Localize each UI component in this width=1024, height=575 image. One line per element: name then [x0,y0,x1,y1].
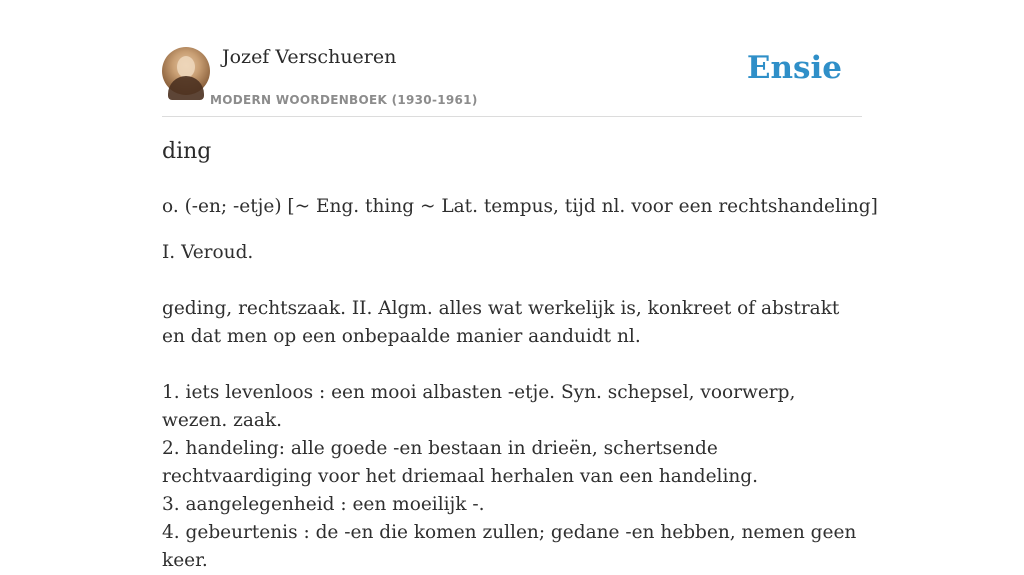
etymology-text: o. (-en; -etje) [~ Eng. thing ~ Lat. tempus, tijd nl. voor een rechtshandeling] [162,196,878,217]
avatar-head-shape [177,56,195,78]
subsense-item: 2. handeling: alle goede -en bestaan in drieën, schertsende rechtvaardiging voor het driemaal herhalen van een handeling. [162,438,758,487]
author-name[interactable]: Jozef Verschueren [222,46,397,68]
subsense-item: 4. gebeurtenis : de -en die komen zullen; gedane -en hebben, nemen geen keer. [162,522,857,571]
site-logo[interactable]: Ensie [746,50,842,86]
subsense-list [162,379,862,575]
avatar-body-shape [168,76,204,100]
author-avatar[interactable] [162,47,210,95]
headword: ding [162,139,212,164]
entry-header [162,44,862,117]
dictionary-name[interactable]: MODERN WOORDENBOEK (1930-1961) [210,93,478,107]
sense-label: I. Veroud. [162,242,254,263]
definition-text: geding, rechtszaak. II. Algm. alles wat werkelijk is, konkreet of abstrakt en dat men op een onbepaalde manier aanduidt nl. [162,298,840,347]
entry-content [162,193,878,575]
subsense-item: 3. aangelegenheid : een moeilijk -. [162,494,485,515]
subsense-item: 1. iets levenloos : een mooi albasten -etje. Syn. schepsel, voorwerp, wezen. zaak. [162,382,796,431]
